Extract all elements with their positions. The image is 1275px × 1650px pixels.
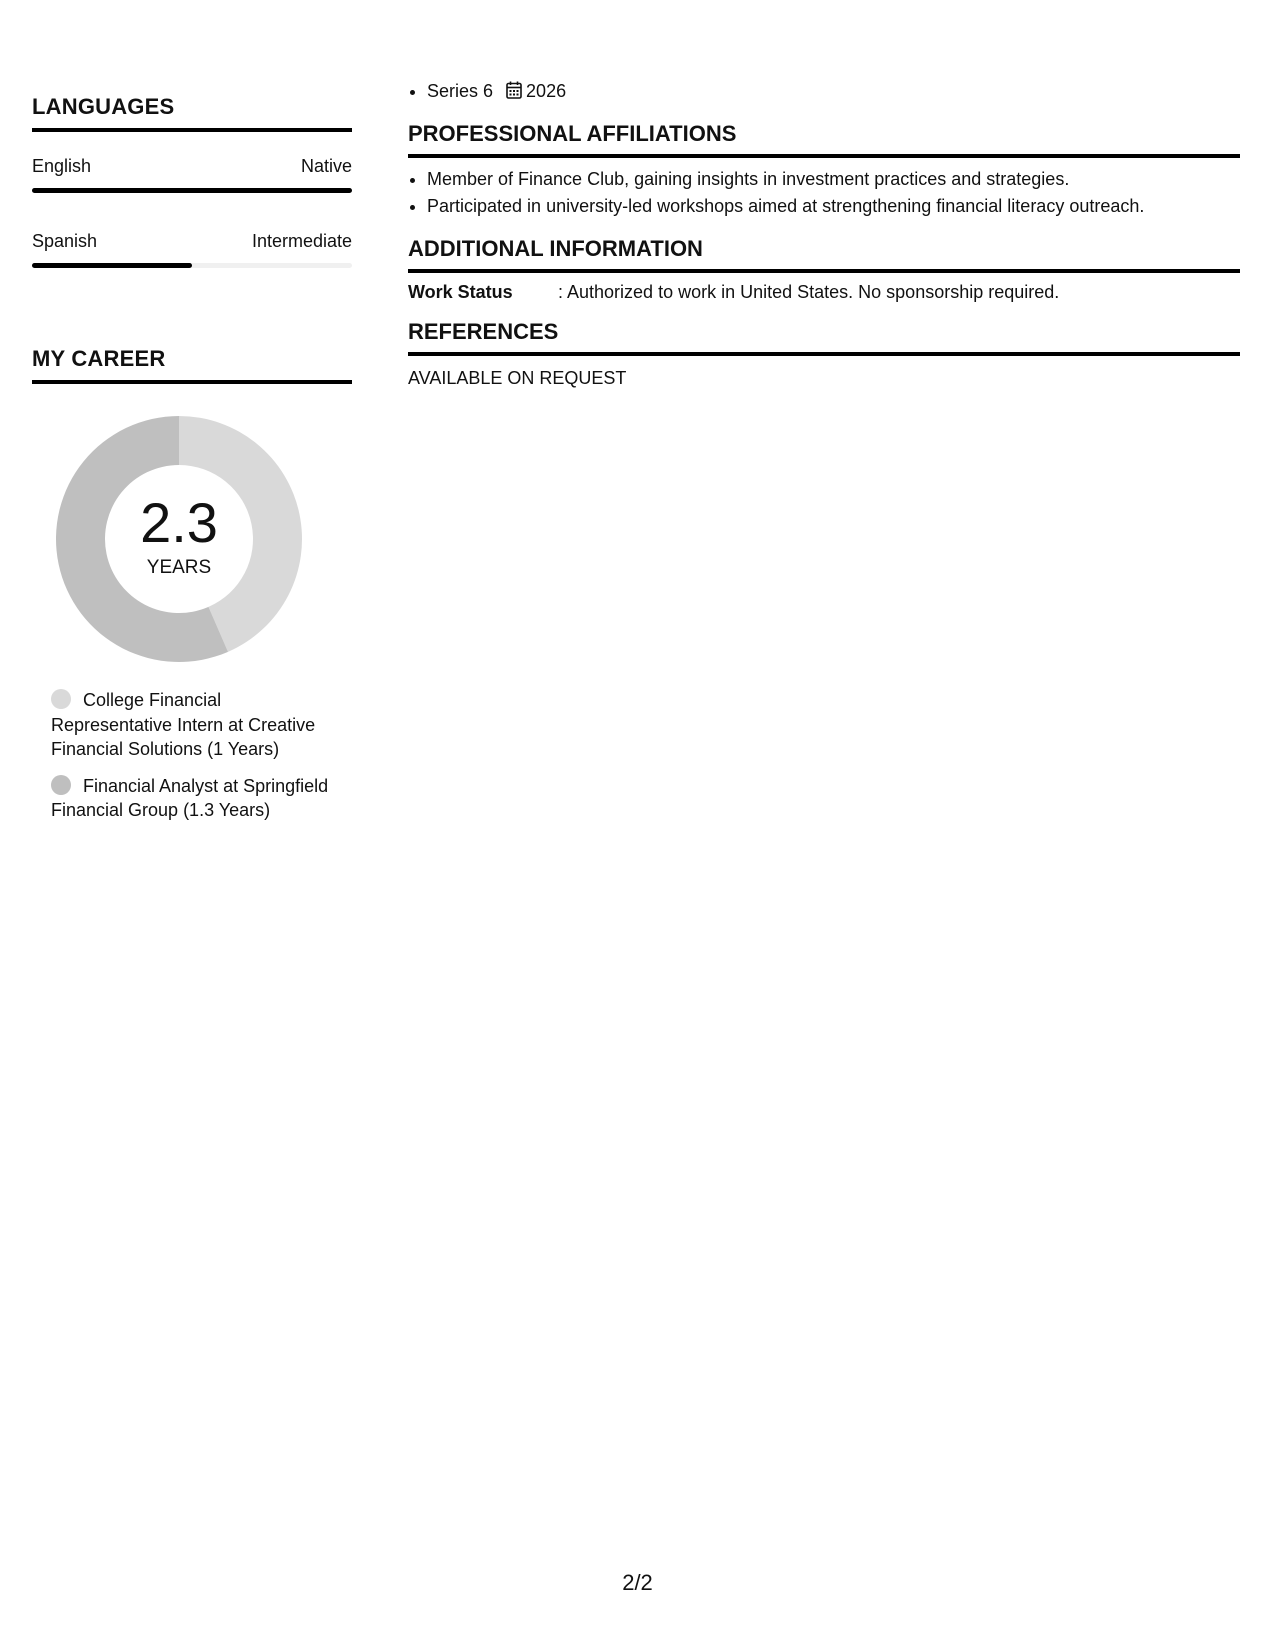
languages-title: LANGUAGES bbox=[32, 94, 175, 119]
language-name: Spanish bbox=[32, 231, 98, 251]
certification-name: Series 6 bbox=[427, 81, 494, 101]
section-divider bbox=[408, 269, 1240, 273]
career-donut-chart bbox=[54, 414, 304, 664]
section-divider bbox=[408, 154, 1240, 158]
additional-info-title: ADDITIONAL INFORMATION bbox=[408, 236, 703, 261]
language-level: Native bbox=[300, 156, 352, 176]
legend-label: Financial Analyst at Springfield Financial Group (1.3 Years) bbox=[51, 775, 329, 820]
career-section bbox=[32, 346, 352, 823]
work-status-label: Work Status bbox=[408, 282, 513, 302]
language-level: Intermediate bbox=[251, 231, 352, 251]
section-divider bbox=[32, 128, 352, 132]
section-divider bbox=[32, 380, 352, 384]
legend-item bbox=[51, 774, 341, 823]
career-legend bbox=[32, 688, 352, 823]
legend-item bbox=[51, 688, 341, 762]
legend-swatch bbox=[51, 775, 71, 795]
career-title: MY CAREER bbox=[32, 346, 166, 371]
section-divider bbox=[408, 352, 1240, 356]
references-title: REFERENCES bbox=[408, 319, 559, 344]
page-number: 2/2 bbox=[622, 1570, 653, 1595]
legend-label: College Financial Representative Intern at Creative Financial Solutions (1 Years) bbox=[51, 690, 316, 759]
affiliation-item: • Member of Finance Club, gaining insights in investment practices and strategies. bbox=[427, 166, 1240, 193]
language-item bbox=[32, 231, 352, 268]
language-level-bar bbox=[32, 263, 352, 268]
language-level-fill bbox=[32, 188, 352, 193]
languages-section bbox=[32, 94, 352, 268]
donut-center bbox=[54, 414, 304, 664]
certifications-list bbox=[408, 78, 1240, 107]
references-section bbox=[408, 319, 1240, 389]
references-text: AVAILABLE ON REQUEST bbox=[408, 368, 627, 388]
affiliation-item: • Participated in university-led workshops aimed at strengthening financial literacy outreach. bbox=[427, 193, 1240, 220]
affiliations-title: PROFESSIONAL AFFILIATIONS bbox=[408, 121, 737, 146]
career-total-unit: YEARS bbox=[146, 557, 212, 578]
work-status-value: : Authorized to work in United States. No sponsorship required. bbox=[558, 282, 1060, 302]
language-level-bar bbox=[32, 188, 352, 193]
career-total-years: 2.3 bbox=[140, 491, 218, 554]
additional-info-section bbox=[408, 236, 1240, 303]
affiliations-section bbox=[408, 121, 1240, 220]
left-column bbox=[32, 94, 352, 835]
work-status-row bbox=[408, 282, 1240, 303]
affiliations-list bbox=[408, 166, 1240, 220]
language-name: English bbox=[32, 156, 92, 176]
language-level-fill bbox=[32, 263, 192, 268]
right-column bbox=[408, 78, 1240, 389]
certification-item bbox=[427, 78, 1240, 107]
certification-year: 2026 bbox=[526, 81, 567, 101]
language-item bbox=[32, 156, 352, 193]
legend-swatch bbox=[51, 689, 71, 709]
calendar-icon bbox=[506, 80, 522, 107]
